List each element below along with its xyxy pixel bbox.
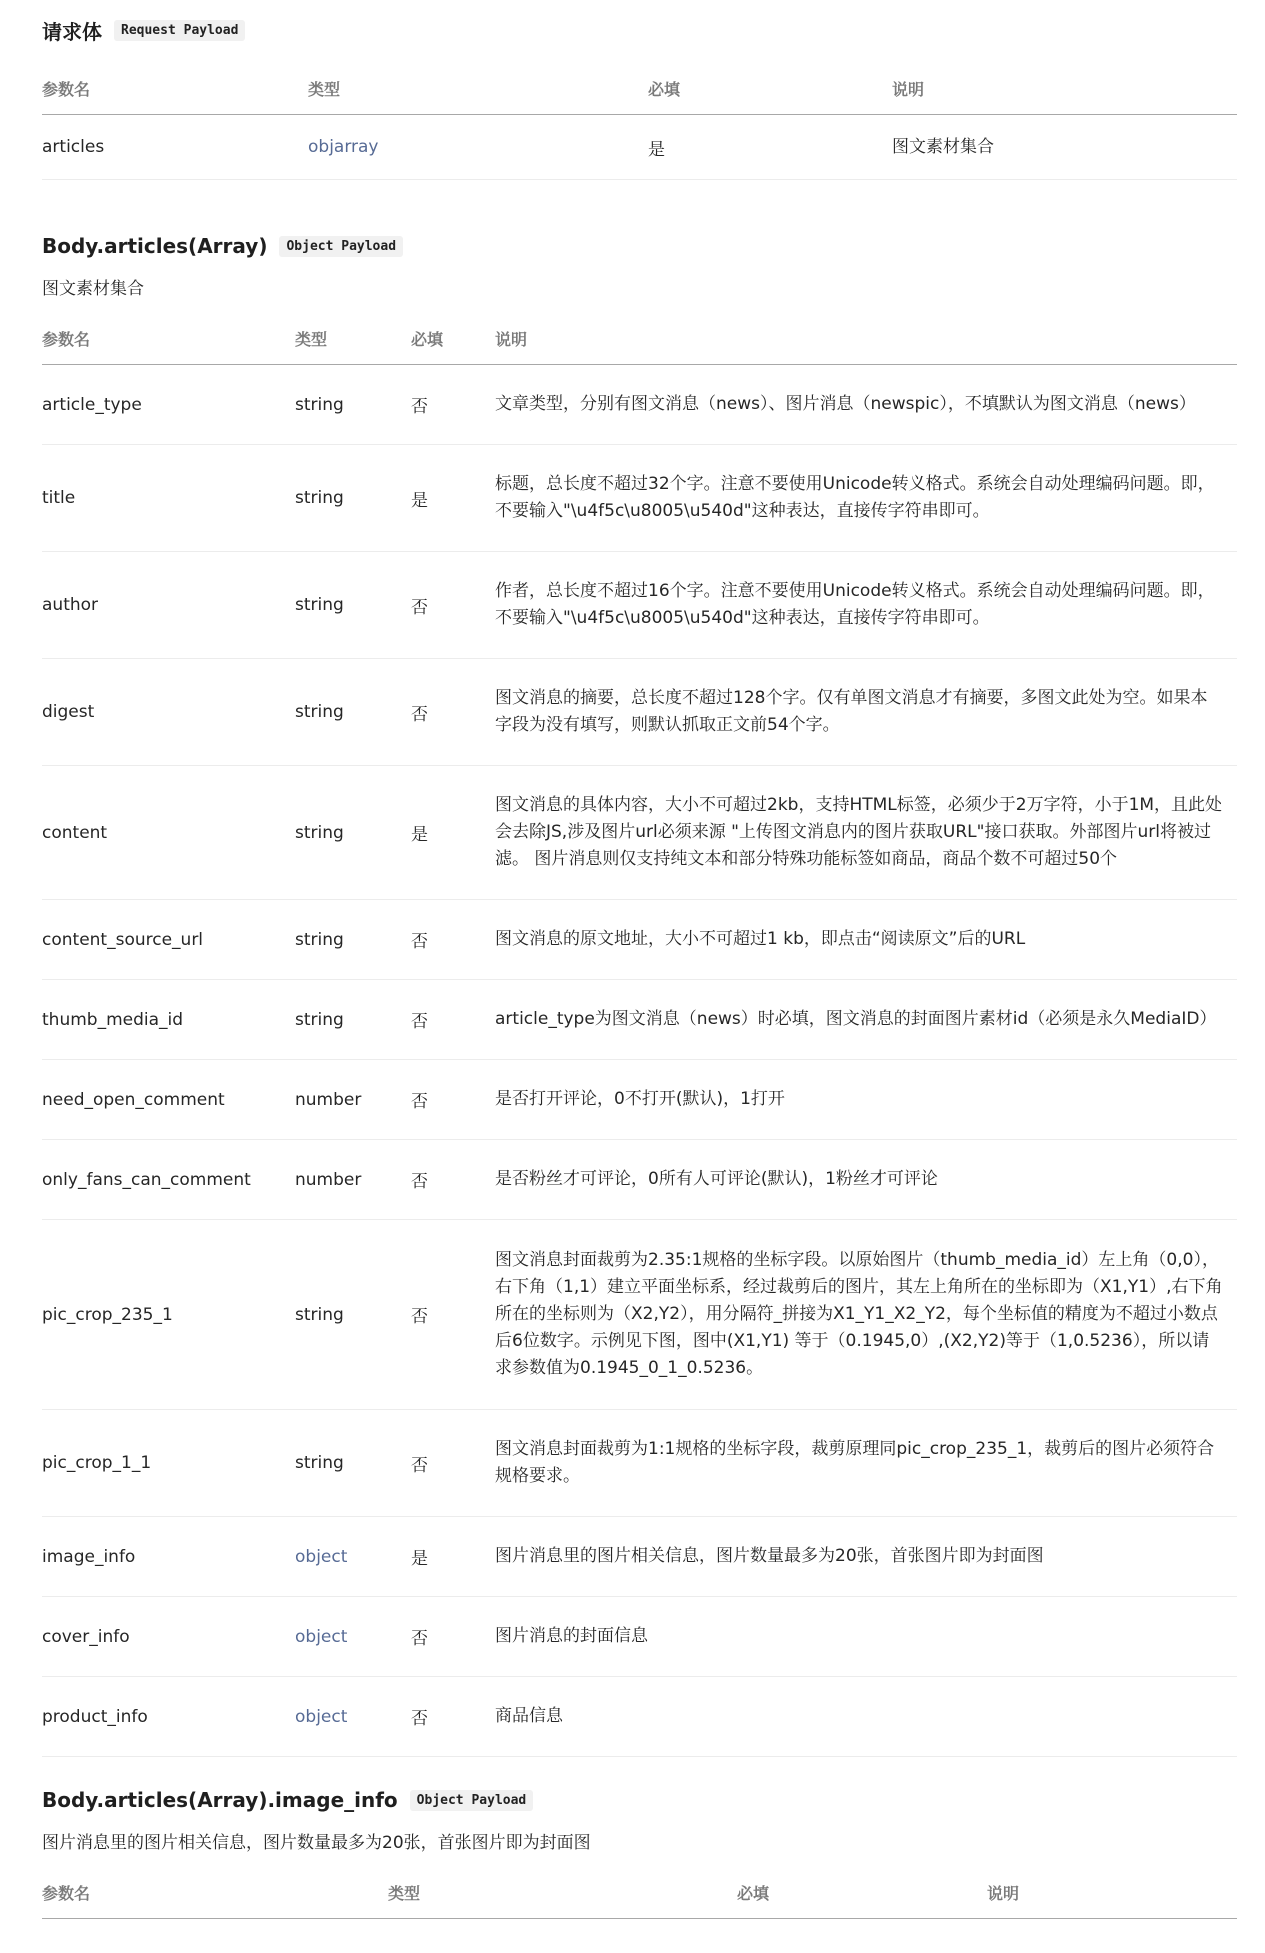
articles-table	[42, 312, 1237, 1757]
type-cell: object	[295, 1677, 411, 1757]
table-row	[42, 1597, 1237, 1677]
required-cell: 是	[411, 766, 495, 900]
required-cell: 否	[411, 1410, 495, 1517]
required-cell: 否	[411, 659, 495, 766]
table-row	[42, 1220, 1237, 1410]
header-description: 说明	[495, 312, 1237, 365]
header-param-name: 参数名	[42, 62, 308, 115]
required-cell: 否	[411, 1677, 495, 1757]
type-cell: string	[295, 980, 411, 1060]
section-articles	[42, 234, 403, 299]
header-type: 类型	[295, 312, 411, 365]
header-param-name: 参数名	[42, 312, 295, 365]
param-name-cell: product_info	[42, 1677, 295, 1757]
table-header-row	[42, 312, 1237, 365]
type-cell: string	[295, 445, 411, 552]
description-cell: 图文消息的原文地址，大小不可超过1 kb，即点击“阅读原文”后的URL	[495, 900, 1237, 980]
required-cell: 是	[648, 115, 892, 180]
section-badge: Object Payload	[410, 1790, 534, 1811]
type-cell: string	[295, 365, 411, 445]
param-name-cell: need_open_comment	[42, 1060, 295, 1140]
table-header-row	[42, 62, 1237, 115]
description-cell: 标题，总长度不超过32个字。注意不要使用Unicode转义格式。系统会自动处理编码问题。即，不要输入"\u4f5c\u8005\u540d"这种表达，直接传字符串即可。	[495, 445, 1237, 552]
param-name-cell: author	[42, 552, 295, 659]
description-cell: 文章类型，分别有图文消息（news）、图片消息（newspic），不填默认为图文消息（news）	[495, 365, 1237, 445]
section-badge: Request Payload	[114, 20, 245, 41]
table-row	[42, 1410, 1237, 1517]
table-row	[42, 659, 1237, 766]
description-cell: 图片消息的封面信息	[495, 1597, 1237, 1677]
description-cell: 是否粉丝才可评论，0所有人可评论(默认)，1粉丝才可评论	[495, 1140, 1237, 1220]
type-cell: object	[295, 1517, 411, 1597]
section-title: 请求体	[42, 20, 102, 44]
description-cell: 作者，总长度不超过16个字。注意不要使用Unicode转义格式。系统会自动处理编码问题。即，不要输入"\u4f5c\u8005\u540d"这种表达，直接传字符串即可。	[495, 552, 1237, 659]
table-row	[42, 980, 1237, 1060]
section-request-payload-header	[42, 16, 245, 45]
description-cell: 图文素材集合	[892, 115, 1237, 180]
param-name-cell: thumb_media_id	[42, 980, 295, 1060]
required-cell: 否	[411, 552, 495, 659]
required-cell: 否	[411, 1060, 495, 1140]
header-description: 说明	[987, 1866, 1237, 1919]
required-cell: 否	[411, 980, 495, 1060]
param-name-cell: digest	[42, 659, 295, 766]
table-row	[42, 1140, 1237, 1220]
type-cell: string	[295, 766, 411, 900]
image-info-table	[42, 1866, 1237, 1919]
required-cell: 否	[411, 1597, 495, 1677]
table-row	[42, 1060, 1237, 1140]
type-cell: string	[295, 1410, 411, 1517]
param-name-cell: only_fans_can_comment	[42, 1140, 295, 1220]
type-cell: number	[295, 1060, 411, 1140]
param-name-cell: content	[42, 766, 295, 900]
table-row	[42, 900, 1237, 980]
table-header-row	[42, 1866, 1237, 1919]
section-articles-header	[42, 234, 403, 258]
param-name-cell: articles	[42, 115, 308, 180]
type-cell: string	[295, 1220, 411, 1410]
param-name-cell: content_source_url	[42, 900, 295, 980]
required-cell: 否	[411, 900, 495, 980]
table-row	[42, 365, 1237, 445]
description-cell: 图文消息封面裁剪为1:1规格的坐标字段，裁剪原理同pic_crop_235_1，裁剪后的图片必须符合规格要求。	[495, 1410, 1237, 1517]
param-name-cell: article_type	[42, 365, 295, 445]
required-cell: 否	[411, 365, 495, 445]
required-cell: 否	[411, 1140, 495, 1220]
type-cell: objarray	[308, 115, 648, 180]
header-type: 类型	[308, 62, 648, 115]
section-image-info	[42, 1788, 591, 1853]
type-cell: number	[295, 1140, 411, 1220]
section-description: 图片消息里的图片相关信息，图片数量最多为20张，首张图片即为封面图	[42, 1833, 591, 1853]
section-description: 图文素材集合	[42, 279, 144, 299]
table-row	[42, 552, 1237, 659]
param-name-cell: pic_crop_1_1	[42, 1410, 295, 1517]
header-required: 必填	[737, 1866, 987, 1919]
section-image-info-header	[42, 1788, 591, 1812]
required-cell: 否	[411, 1220, 495, 1410]
type-cell: string	[295, 659, 411, 766]
header-required: 必填	[648, 62, 892, 115]
description-cell: 图文消息的摘要，总长度不超过128个字。仅有单图文消息才有摘要，多图文此处为空。如果本字段为没有填写，则默认抓取正文前54个字。	[495, 659, 1237, 766]
required-cell: 是	[411, 1517, 495, 1597]
type-cell: string	[295, 552, 411, 659]
section-title: Body.articles(Array).image_info	[42, 1788, 398, 1812]
request-payload-table	[42, 62, 1237, 180]
description-cell: article_type为图文消息（news）时必填，图文消息的封面图片素材id（必须是永久MediaID）	[495, 980, 1237, 1060]
table-row	[42, 445, 1237, 552]
param-name-cell: cover_info	[42, 1597, 295, 1677]
table-row	[42, 766, 1237, 900]
param-name-cell: image_info	[42, 1517, 295, 1597]
description-cell: 商品信息	[495, 1677, 1237, 1757]
section-badge: Object Payload	[279, 236, 403, 257]
type-cell: object	[295, 1597, 411, 1677]
table-row	[42, 115, 1237, 180]
param-name-cell: title	[42, 445, 295, 552]
description-cell: 图片消息里的图片相关信息，图片数量最多为20张，首张图片即为封面图	[495, 1517, 1237, 1597]
header-description: 说明	[892, 62, 1237, 115]
type-cell: string	[295, 900, 411, 980]
header-param-name: 参数名	[42, 1866, 388, 1919]
description-cell: 图文消息封面裁剪为2.35:1规格的坐标字段。以原始图片（thumb_media_id）左上角（0,0），右下角（1,1）建立平面坐标系，经过裁剪后的图片，其左上角所在的坐标即为（X1,Y1）,右下角所在的坐标则为（X2,Y2），用分隔符_拼接为X1_Y1_X2_Y2，每个坐标值的精度为不超过小数点后6位数字。示例见下图，图中(X1,Y1) 等于（0.1945,0）,(X2,Y2)等于（1,0.5236），所以请求参数值为0.1945_0_1_0.5236。	[495, 1220, 1237, 1410]
description-cell: 是否打开评论，0不打开(默认)，1打开	[495, 1060, 1237, 1140]
param-name-cell: pic_crop_235_1	[42, 1220, 295, 1410]
header-type: 类型	[388, 1866, 737, 1919]
section-title: Body.articles(Array)	[42, 234, 268, 258]
description-cell: 图文消息的具体内容，大小不可超过2kb，支持HTML标签，必须少于2万字符，小于1M，且此处会去除JS,涉及图片url必须来源 "上传图文消息内的图片获取URL"接口获取。外部图片url将被过滤。 图片消息则仅支持纯文本和部分特殊功能标签如商品，商品个数不可超过50个	[495, 766, 1237, 900]
required-cell: 是	[411, 445, 495, 552]
header-required: 必填	[411, 312, 495, 365]
table-row	[42, 1517, 1237, 1597]
table-row	[42, 1677, 1237, 1757]
